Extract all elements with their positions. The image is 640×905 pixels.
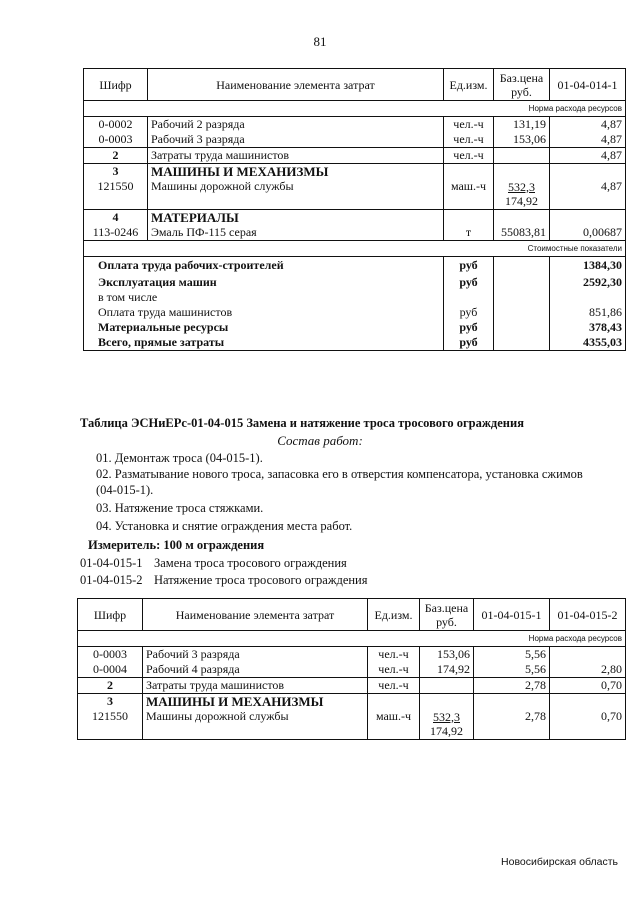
table-cell: чел.-ч (444, 148, 494, 164)
header-col1: 01-04-015-1 (474, 599, 550, 631)
table-cell (550, 647, 626, 663)
table-cell: Затраты труда машинистов (148, 148, 444, 164)
table-cell: 1384,30 (550, 256, 626, 275)
cost-row (84, 256, 626, 275)
table-cell: 0-0004 (78, 662, 143, 678)
table-cell: Машины дорожной службы (143, 709, 368, 739)
table-cell: маш.-ч (444, 179, 494, 209)
table-cell: 2592,30 (550, 275, 626, 290)
table-row (84, 209, 626, 225)
table-cell: руб (444, 320, 494, 335)
table-cell: 174,92 (420, 662, 474, 678)
table-cell: руб (444, 305, 494, 320)
table-cell: 3 (78, 694, 143, 710)
table-cell: 113-0246 (84, 225, 148, 241)
code-line (80, 573, 368, 588)
table-row (84, 225, 626, 241)
table-cell: 153,06 (420, 647, 474, 663)
table-cell: 131,19 (494, 117, 550, 133)
table-cell: 0-0003 (84, 132, 148, 148)
header-code: Шифр (84, 69, 148, 101)
work-item: (04-015-1). (96, 483, 154, 497)
table-title: Таблица ЭСНиЕРс-01-04-015 Замена и натяжение троса тросового ограждения (80, 416, 524, 430)
cell-text: 01-04-015-1 (80, 556, 143, 570)
table-cell: т (444, 225, 494, 241)
table-cell: Рабочий 2 разряда (148, 117, 444, 133)
table-cell: 2 (78, 678, 143, 694)
cell-text: 174,92 (505, 193, 538, 208)
table-cell: Эмаль ПФ-115 серая (148, 225, 444, 241)
table-cell: 0-0003 (78, 647, 143, 663)
cost-row (84, 335, 626, 351)
header-name: Наименование элемента затрат (143, 599, 368, 631)
work-item: 02. Разматывание нового троса, запасовка его в отверстия компенсатора, установка сжимов (96, 467, 583, 481)
table-cell: чел.-ч (444, 117, 494, 133)
table-cell: 4,87 (550, 132, 626, 148)
table-row (84, 148, 626, 164)
table-cell: 4,87 (550, 179, 626, 209)
work-item: 04. Установка и снятие ограждения места работ. (96, 519, 353, 533)
header-price: Баз.цена руб. (420, 599, 474, 631)
table-cell: Оплата труда машинистов (84, 305, 444, 320)
table-cell: Рабочий 3 разряда (148, 132, 444, 148)
table-cell: Всего, прямые затраты (84, 335, 444, 351)
table-cell: 2,78 (474, 678, 550, 694)
table-cell (494, 148, 550, 164)
table-cell: МАШИНЫ И МЕХАНИЗМЫ (148, 164, 444, 180)
table-cell: 4,87 (550, 148, 626, 164)
table-cell: маш.-ч (368, 709, 420, 739)
table-01-04-015 (77, 598, 626, 740)
table-cell: 851,86 (550, 305, 626, 320)
cell-text: Замена троса тросового ограждения (154, 556, 347, 570)
norm-label: Норма расхода ресурсов (84, 101, 626, 117)
cost-row (84, 275, 626, 290)
header-col2: 01-04-015-2 (550, 599, 626, 631)
table-cell: чел.-ч (368, 647, 420, 663)
cell-text: 01-04-015-2 (80, 573, 143, 587)
norm-label: Норма расхода ресурсов (78, 631, 626, 647)
cell-text: 174,92 (430, 723, 463, 738)
table-row (78, 694, 626, 710)
table-cell: руб (444, 256, 494, 275)
table-cell: 4355,03 (550, 335, 626, 351)
cell-text: 532,3 (508, 179, 535, 194)
work-item: 01. Демонтаж троса (04-015-1). (96, 451, 263, 465)
table-cell: 121550 (78, 709, 143, 739)
table-cell: руб (444, 275, 494, 290)
table-cell: 2,80 (550, 662, 626, 678)
table-cell: чел.-ч (444, 132, 494, 148)
table-cell: 121550 (84, 179, 148, 209)
cost-row (84, 290, 626, 305)
table-cell: МАТЕРИАЛЫ (148, 209, 444, 225)
work-item: 03. Натяжение троса стяжками. (96, 501, 264, 515)
table-cell: МАШИНЫ И МЕХАНИЗМЫ (143, 694, 368, 710)
table-cell: в том числе (84, 290, 444, 305)
table-cell: 378,43 (550, 320, 626, 335)
cost-row (84, 320, 626, 335)
table-cell: 0,70 (550, 678, 626, 694)
table-cell (420, 678, 474, 694)
table-row (84, 164, 626, 180)
measure-unit: Измеритель: 100 м ограждения (88, 538, 265, 552)
table-cell: 0,70 (550, 709, 626, 739)
cell-text: Натяжение троса тросового ограждения (154, 573, 368, 587)
table-cell: Эксплуатация машин (84, 275, 444, 290)
header-unit: Ед.изм. (368, 599, 420, 631)
table-cell: 4,87 (550, 117, 626, 133)
cost-label: Стоимостные показатели (84, 240, 626, 256)
table-row (78, 709, 626, 739)
works-subtitle: Состав работ: (277, 433, 363, 448)
table-cell: Рабочий 4 разряда (143, 662, 368, 678)
table-cell: руб (444, 335, 494, 351)
table-cell: 0,00687 (550, 225, 626, 241)
table-row (78, 662, 626, 678)
table-cell: 0-0002 (84, 117, 148, 133)
cost-row (84, 305, 626, 320)
table-cell: 5,56 (474, 662, 550, 678)
code-line (80, 556, 347, 571)
table-cell: чел.-ч (368, 678, 420, 694)
table-cell: 153,06 (494, 132, 550, 148)
header-name: Наименование элемента затрат (148, 69, 444, 101)
header-code: Шифр (78, 599, 143, 631)
table-cell: чел.-ч (368, 662, 420, 678)
table-cell: 3 (84, 164, 148, 180)
table-cell: Затраты труда машинистов (143, 678, 368, 694)
table-row (84, 117, 626, 133)
table-row (78, 647, 626, 663)
table-row (84, 132, 626, 148)
table-cell: 5,56 (474, 647, 550, 663)
table-cell: Рабочий 3 разряда (143, 647, 368, 663)
table-cell: Оплата труда рабочих-строителей (84, 256, 444, 275)
table-01-04-014 (83, 68, 626, 351)
table-cell: 55083,81 (494, 225, 550, 241)
table-row (78, 678, 626, 694)
table-cell: Машины дорожной службы (148, 179, 444, 209)
header-price: Баз.цена руб. (494, 69, 550, 101)
table-row (84, 179, 626, 209)
table-cell: Материальные ресурсы (84, 320, 444, 335)
cell-text: 532,3 (433, 709, 460, 724)
header-col1: 01-04-014-1 (550, 69, 626, 101)
table-cell: 2,78 (474, 709, 550, 739)
table-cell: 4 (84, 209, 148, 225)
header-unit: Ед.изм. (444, 69, 494, 101)
footer-region: Новосибирская область (501, 856, 618, 868)
page-number: 81 (313, 34, 327, 49)
table-cell: 2 (84, 148, 148, 164)
